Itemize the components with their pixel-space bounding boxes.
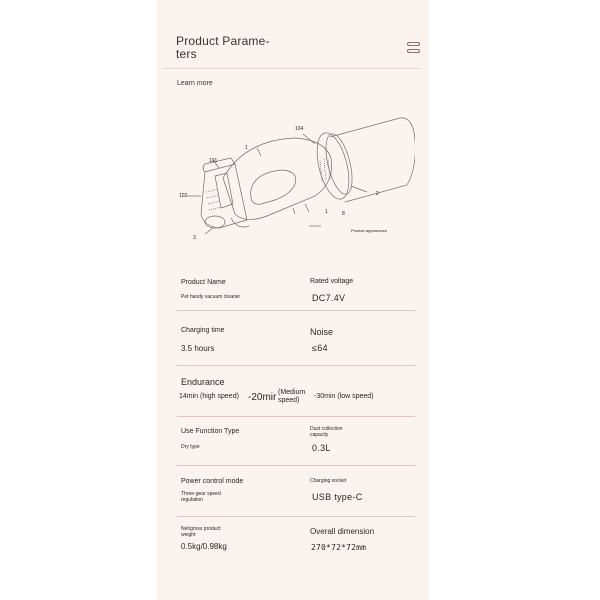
use-function-value: Dry type [181, 444, 200, 450]
product-name-value: Pet handy vacuum cleaner [181, 294, 241, 300]
noise-label: Noise [310, 327, 334, 337]
overall-dimension-label: Overall dimension [310, 527, 375, 536]
overall-dimension-value: 270*72*72mm [311, 543, 367, 552]
product-parameters-panel [157, 0, 429, 600]
diagram-label-101: 101 [209, 158, 218, 164]
endurance-medium-value: -20mir [248, 392, 277, 403]
dust-capacity-value: 0.3L [312, 443, 331, 453]
row-divider [177, 365, 415, 366]
power-control-value: Three-gear speed regulation [181, 491, 221, 503]
diagram-label-104: 104 [295, 126, 304, 132]
charging-time-label: Charging time [181, 327, 225, 334]
charging-time-value: 3.5 hours [181, 344, 215, 353]
header-divider [162, 68, 421, 69]
row-divider [177, 516, 415, 517]
rated-voltage-value: DC7.4V [312, 293, 346, 303]
endurance-label: Endurance [181, 377, 225, 387]
page-title-line1: Product Parame- [176, 34, 270, 48]
page-title-line2: ters [176, 47, 197, 61]
diagram-caption: Product appearance [351, 228, 388, 233]
diagram-label-1a: 1 [245, 145, 248, 151]
row-divider [177, 416, 415, 417]
row-divider [177, 465, 415, 466]
use-function-label: Use Function Type [181, 428, 240, 435]
weight-label: Net/gross product weight [181, 526, 221, 538]
diagram-label-8: 8 [342, 211, 345, 217]
weight-value: 0.5kg/0.98kg [181, 542, 227, 551]
power-control-label: Power control mode [181, 478, 244, 485]
endurance-medium-note: (Medium speed) [278, 389, 306, 404]
diagram-label-2: 2 [376, 191, 379, 197]
charging-socket-value: USB type-C [312, 492, 363, 502]
rated-voltage-label: Rated voltage [310, 278, 354, 285]
endurance-low-speed: -30min (low speed) [314, 393, 374, 400]
charging-socket-label: Charging socket [310, 478, 347, 484]
noise-value: ≤64 [312, 343, 328, 353]
endurance-high-speed: 14min (high speed) [179, 393, 239, 400]
diagram-label-3: 3 [193, 235, 196, 241]
page-title [176, 35, 356, 61]
diagram-label-1b: 1 [325, 209, 328, 215]
dust-capacity-label: Dust collection capacity [310, 426, 343, 438]
learn-more-link[interactable]: Learn more [177, 80, 213, 87]
row-divider [177, 310, 415, 311]
product-name-label: Product Name [181, 279, 226, 286]
diagram-label-102: 102 [179, 193, 188, 199]
hamburger-icon[interactable] [407, 42, 420, 52]
